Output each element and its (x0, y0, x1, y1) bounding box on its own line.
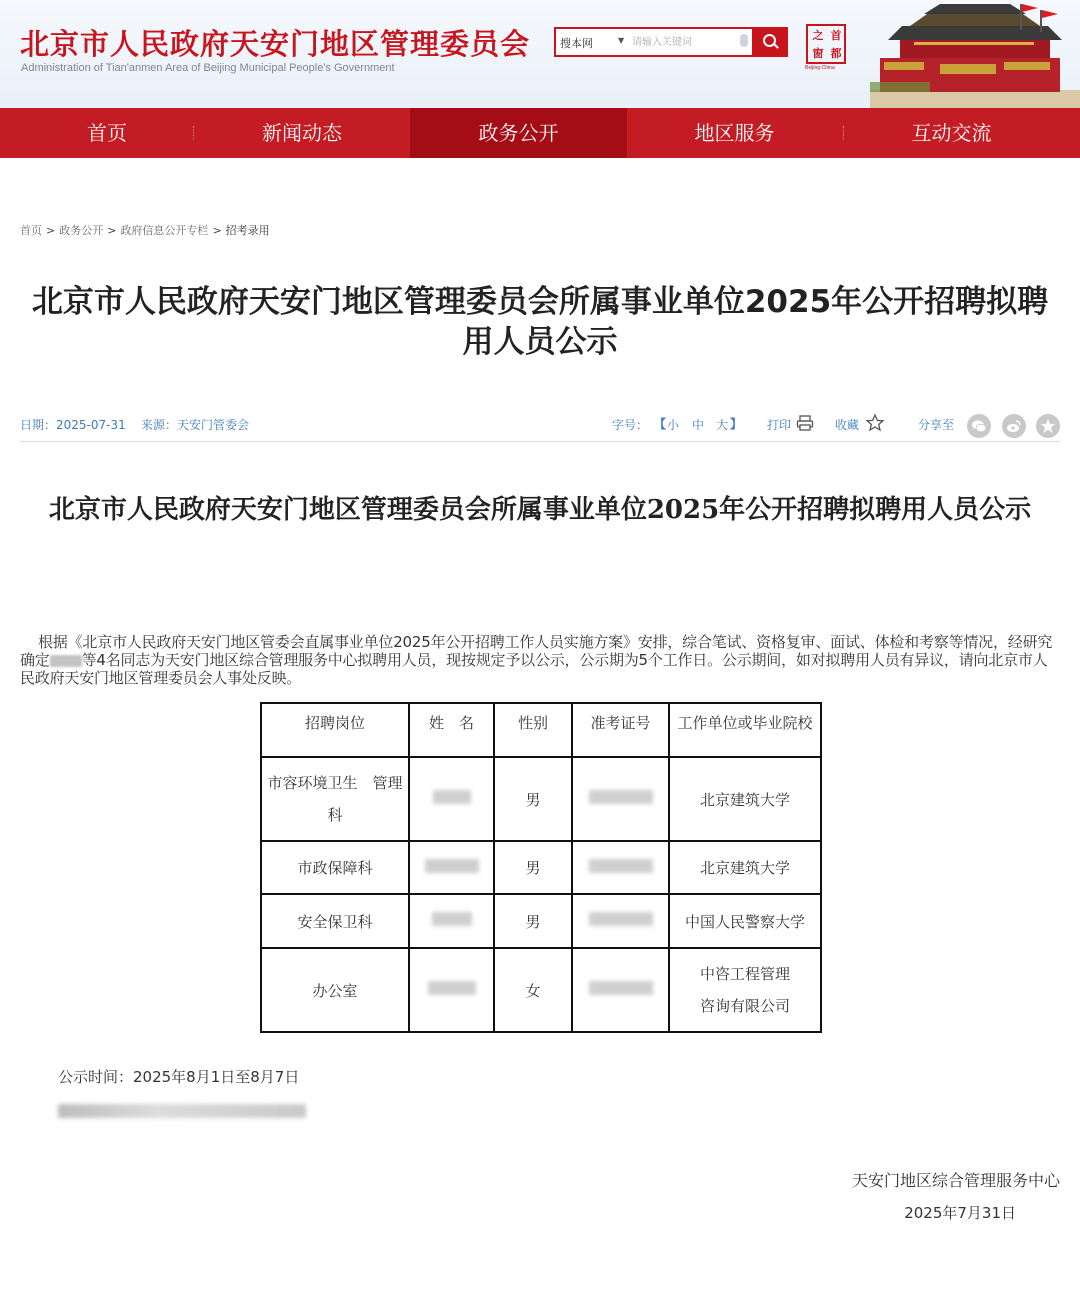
wechat-icon[interactable] (967, 414, 991, 438)
table-row (261, 894, 821, 948)
cell-school: 中咨工程管理咨询有限公司 (669, 948, 821, 1032)
font-small-button[interactable]: 小 (667, 418, 680, 432)
seal-caption: Beijing·China (805, 65, 835, 71)
seal-char: 窗 (812, 47, 824, 60)
tiananmen-gate-illustration (870, 0, 1080, 108)
printer-icon[interactable] (796, 414, 814, 432)
table-row (261, 841, 821, 894)
article-title: 北京市人民政府天安门地区管理委员会所属事业单位2025年公开招聘拟聘用人员公示 (48, 495, 1032, 525)
page-title: 北京市人民政府天安门地区管理委员会所属事业单位2025年公开招聘拟聘用人员公示 (31, 284, 1049, 360)
publish-date: 日期：2025-07-31 (20, 418, 126, 432)
seal-char: 首 (830, 29, 842, 42)
cell-name (409, 948, 494, 1032)
redacted-name (432, 912, 472, 926)
redacted-exam-number (589, 859, 653, 873)
print-button[interactable]: 打印 (767, 418, 792, 432)
font-large-button[interactable]: 大 (716, 418, 729, 432)
table-header-row (261, 703, 821, 757)
search-button[interactable] (752, 27, 788, 57)
article-meta-bar (20, 406, 1060, 442)
search-input[interactable] (632, 32, 740, 52)
cell-post: 市容环境卫生 管理科 (261, 757, 409, 841)
bracket-close: 】 (730, 417, 743, 431)
nav-news[interactable]: 新闻动态 (262, 121, 342, 145)
main-nav (0, 108, 1080, 158)
font-size-label: 字号： (612, 418, 649, 432)
search-scope-select[interactable]: 搜本网 (560, 37, 593, 50)
cell-exam-number (572, 757, 669, 841)
redacted-exam-number (589, 790, 653, 804)
bracket-open: 【 (654, 417, 667, 431)
signature-date: 2025年7月31日 (904, 1204, 1016, 1222)
table-row (261, 757, 821, 841)
microphone-icon[interactable] (740, 34, 748, 47)
header-exam-number: 准考证号 (572, 703, 669, 757)
caret-down-icon[interactable]: ▼ (618, 36, 625, 45)
redacted-name (50, 655, 82, 667)
site-subtitle: Administration of Tian'anmen Area of Beijing Municipal People's Government (21, 62, 395, 74)
paragraph-part-2: 等4名同志为天安门地区综合管理服务中心拟聘用人员，现按规定予以公示，公示期为5个工作日。公示期间，如对拟聘用人员有异议，请向北京市人民政府天安门地区管理委员会人事处反映。 (20, 651, 1048, 687)
nav-interaction[interactable]: 互动交流 (911, 121, 992, 145)
cell-name (409, 757, 494, 841)
share-label: 分享至 (918, 418, 955, 432)
cell-gender: 男 (494, 841, 572, 894)
signature-organization: 天安门地区综合管理服务中心 (851, 1171, 1060, 1190)
header-name: 姓 名 (409, 703, 494, 757)
cell-post: 市政保障科 (261, 841, 409, 894)
redacted-contact-line (58, 1104, 306, 1118)
favorite-button[interactable]: 收藏 (835, 418, 860, 432)
cell-exam-number (572, 948, 669, 1032)
cell-exam-number (572, 841, 669, 894)
candidate-table (260, 702, 822, 1033)
redacted-name (433, 790, 471, 804)
breadcrumb-info-column[interactable]: 政府信息公开专栏 (120, 224, 209, 237)
header-post: 招聘岗位 (261, 703, 409, 757)
cell-exam-number (572, 894, 669, 948)
font-medium-button[interactable]: 中 (692, 418, 705, 432)
nav-gov-affairs[interactable]: 政务公开 (410, 108, 627, 158)
header-school: 工作单位或毕业院校 (669, 703, 821, 757)
cell-post: 办公室 (261, 948, 409, 1032)
redacted-name (425, 859, 479, 873)
site-header (0, 0, 1080, 108)
cell-post: 安全保卫科 (261, 894, 409, 948)
search-box (554, 27, 788, 57)
article-paragraph (20, 633, 1060, 687)
cell-school: 北京建筑大学 (669, 757, 821, 841)
qzone-icon[interactable] (1036, 414, 1060, 438)
seal-char: 之 (812, 29, 824, 42)
breadcrumb-gov-affairs[interactable]: 政务公开 (59, 224, 104, 237)
article-source: 来源：天安门管委会 (141, 418, 250, 432)
cell-name (409, 841, 494, 894)
seal-char: 都 (830, 47, 842, 60)
weibo-icon[interactable] (1002, 414, 1026, 438)
cell-school: 北京建筑大学 (669, 841, 821, 894)
notice-period: 公示时间：2025年8月1日至8月7日 (58, 1068, 300, 1086)
nav-home[interactable]: 首页 (87, 121, 127, 145)
breadcrumb: 首页 > 政务公开 > 政府信息公开专栏 > 招考录用 (20, 224, 270, 237)
nav-district-services[interactable]: 地区服务 (694, 121, 775, 145)
redacted-name (428, 981, 476, 995)
breadcrumb-recruitment[interactable]: 招考录用 (225, 224, 270, 237)
cell-gender: 女 (494, 948, 572, 1032)
cell-gender: 男 (494, 894, 572, 948)
cell-gender: 男 (494, 757, 572, 841)
table-row (261, 948, 821, 1032)
header-gender: 性别 (494, 703, 572, 757)
paragraph-part-1: 根据《北京市人民政府天安门地区管委会直属事业单位2025年公开招聘工作人员实施方案》安排，综合笔试、资格复审、面试、体检和考察等情况，经研究确定 (20, 633, 1053, 669)
capital-window-logo (806, 24, 846, 64)
redacted-exam-number (589, 981, 653, 995)
breadcrumb-home[interactable]: 首页 (20, 224, 42, 237)
redacted-exam-number (589, 912, 653, 926)
star-icon[interactable] (865, 413, 885, 433)
cell-name (409, 894, 494, 948)
cell-school: 中国人民警察大学 (669, 894, 821, 948)
site-title[interactable]: 北京市人民政府天安门地区管理委员会 (20, 27, 531, 61)
